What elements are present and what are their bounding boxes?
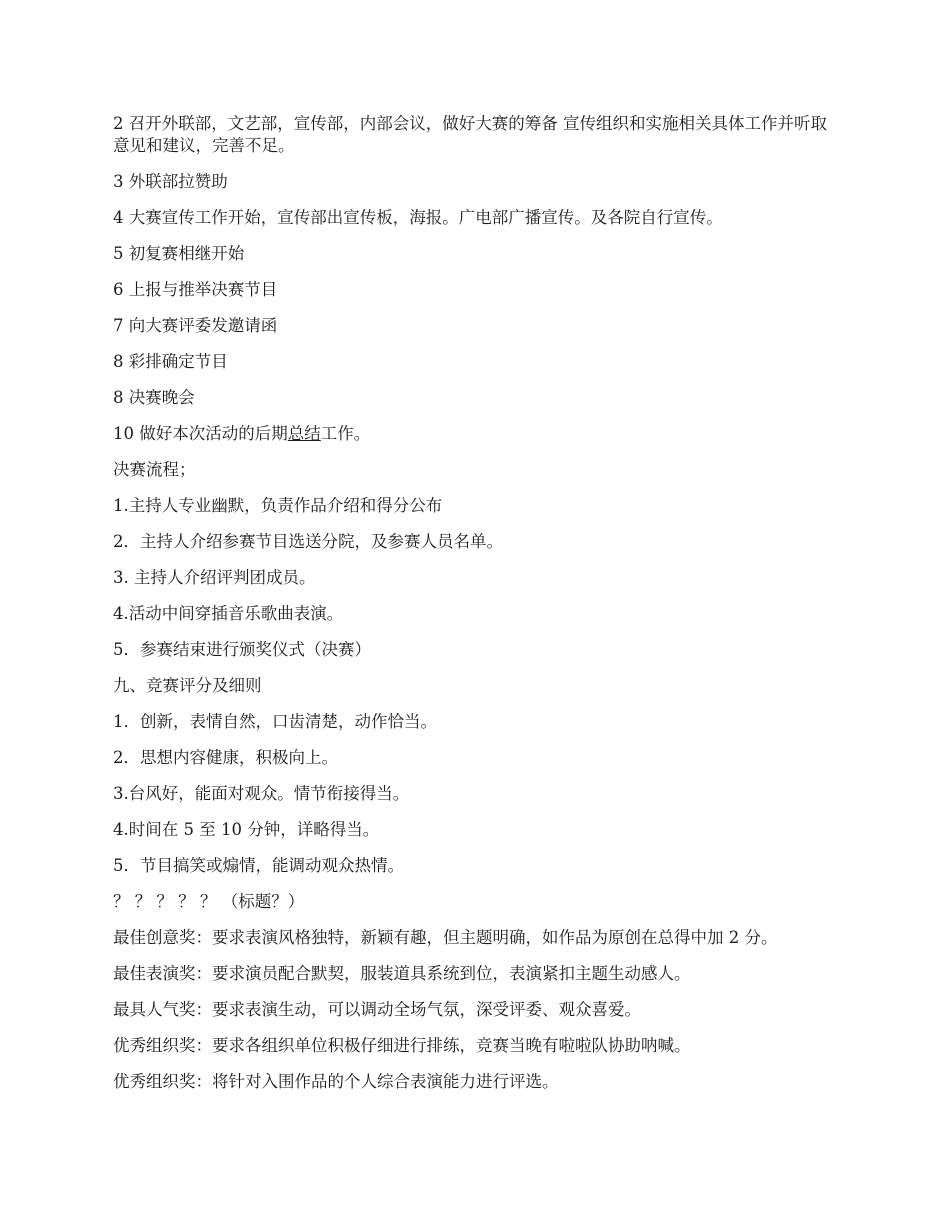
scoring-item-4: 4.时间在 5 至 10 分钟，详略得当。 xyxy=(113,820,380,839)
scoring-item-5: 5．节目搞笑或煽情，能调动观众热情。 xyxy=(113,856,404,875)
plan-step-10 xyxy=(113,423,843,445)
award-best-organization-1: 优秀组织奖：要求各组织单位积极仔细进行排练，竞赛当晚有啦啦队协助呐喊。 xyxy=(113,1036,691,1055)
plan-step-8-final: 8 决赛晚会 xyxy=(113,388,195,407)
final-process-item-5: 5．参赛结束进行颁奖仪式（决赛） xyxy=(113,640,371,659)
summary-link[interactable]: 总结 xyxy=(287,424,321,443)
plan-step-5: 5 初复赛相继开始 xyxy=(113,244,245,263)
plan-step-10-text: 10 做好本次活动的后期 xyxy=(113,424,288,443)
scoring-heading: 九、竞赛评分及细则 xyxy=(113,676,262,695)
award-best-performance: 最佳表演奖：要求演员配合默契，服装道具系统到位，表演紧扣主题生动感人。 xyxy=(113,964,691,983)
plan-step-6: 6 上报与推举决赛节目 xyxy=(113,280,278,299)
plan-step-3: 3 外联部拉赞助 xyxy=(113,172,228,191)
final-process-heading: 决赛流程； xyxy=(113,460,196,479)
final-process-item-2: 2．主持人介绍参赛节目选送分院，及参赛人员名单。 xyxy=(113,532,503,551)
scoring-item-1: 1．创新，表情自然，口齿清楚，动作恰当。 xyxy=(113,712,437,731)
plan-step-10-tail: 工作。 xyxy=(320,424,371,443)
scoring-item-3: 3.台风好，能面对观众。情节衔接得当。 xyxy=(113,784,410,803)
award-most-popular: 最具人气奖：要求表演生动，可以调动全场气氛，深受评委、观众喜爱。 xyxy=(113,1000,641,1019)
plan-step-8-rehearsal: 8 彩排确定节目 xyxy=(113,352,228,371)
awards-heading: ？ ？ ？ ？ ？ （标题？） xyxy=(113,892,305,911)
document-body xyxy=(113,113,843,1107)
award-best-organization-2: 优秀组织奖：将针对入围作品的个人综合表演能力进行评选。 xyxy=(113,1072,559,1091)
final-process-item-1: 1.主持人专业幽默，负责作品介绍和得分公布 xyxy=(113,496,443,515)
plan-step-2: 2 召开外联部，文艺部，宣传部，内部会议，做好大赛的筹备 宣传组织和实施相关具体工作并听取意见和建议，完善不足。 xyxy=(113,114,827,155)
final-process-item-3: 3. 主持人介绍评判团成员。 xyxy=(113,568,316,587)
plan-step-4: 4 大赛宣传工作开始，宣传部出宣传板，海报。广电部广播宣传。及各院自行宣传。 xyxy=(113,208,723,227)
award-best-creative: 最佳创意奖：要求表演风格独特，新颖有趣，但主题明确，如作品为原创在总得中加 2 分。 xyxy=(113,928,778,947)
plan-step-7: 7 向大赛评委发邀请函 xyxy=(113,316,278,335)
final-process-item-4: 4.活动中间穿插音乐歌曲表演。 xyxy=(113,604,344,623)
scoring-item-2: 2．思想内容健康，积极向上。 xyxy=(113,748,338,767)
